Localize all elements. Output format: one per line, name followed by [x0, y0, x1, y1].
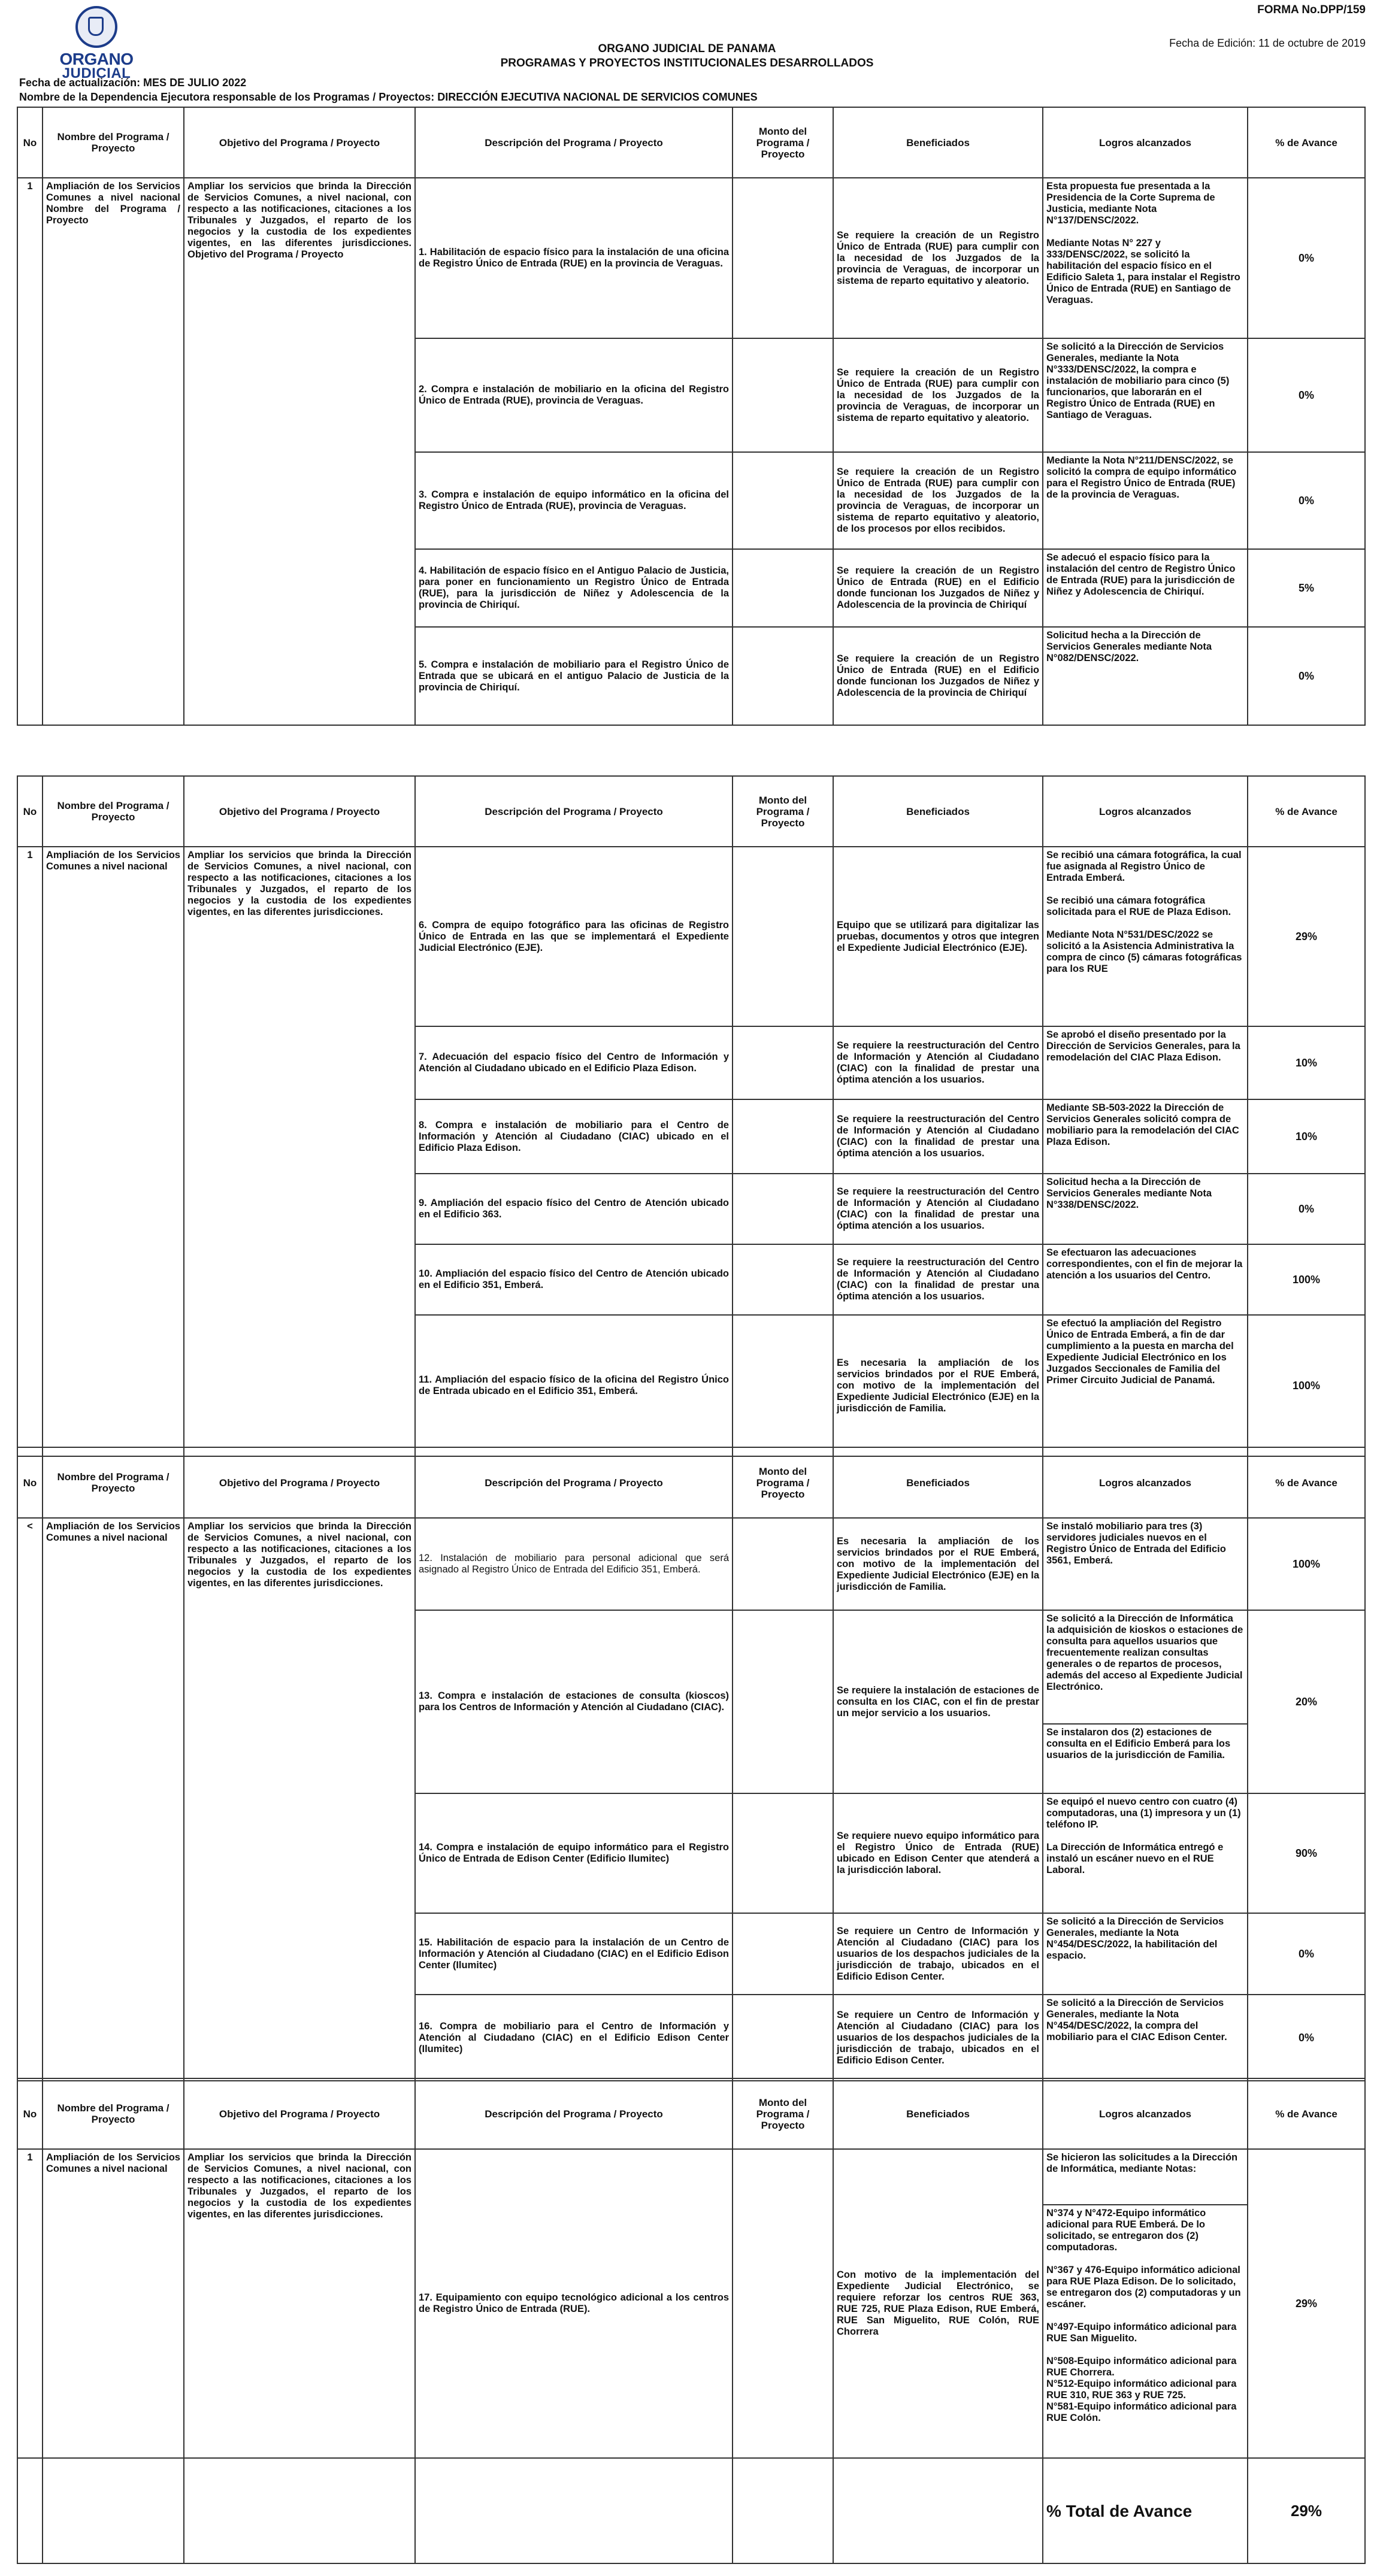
- row-progress: 20%: [1248, 1610, 1365, 1793]
- form-number: FORMA No.DPP/159: [1257, 4, 1366, 16]
- project-objective: Ampliar los servicios que brinda la Dirección de Servicios Comunes, a nivel nacional, con respecto a las notificaciones, citaciones a los Tribunales y Juzgados, el reparto de los negocios y la custodia de los expedientes vigentes, en las diferentes jurisdicciones.: [184, 1518, 415, 2081]
- column-header-monto: Monto del Programa / Proyecto: [733, 2078, 833, 2149]
- total-empty-cell: [43, 2458, 184, 2563]
- row-achievements: Se equipó el nuevo centro con cuatro (4) computadoras, una (1) impresora y un (1) teléfono IP. La Dirección de Informática entregó e instaló un escáner nuevo en el RUE Laboral.: [1043, 1793, 1248, 1913]
- row-beneficiaries: Se requiere la reestructuración del Centro de Información y Atención al Ciudadano (CIAC) con la finalidad de prestar una óptima atención a los usuarios.: [833, 1099, 1043, 1174]
- project-name: Ampliación de los Servicios Comunes a nivel nacional Nombre del Programa / Proyecto: [43, 178, 184, 725]
- column-header-objetivo: Objetivo del Programa / Proyecto: [184, 107, 415, 178]
- column-header-logros: Logros alcanzados: [1043, 2078, 1248, 2149]
- row-amount: [733, 1995, 833, 2081]
- row-achievements: Esta propuesta fue presentada a la Presidencia de la Corte Suprema de Justicia, mediante Nota N°137/DENSC/2022. Mediante Notas N° 227 y 333/DENSC/2022, se solicitó la habilitación del espacio físico en el Edificio Saleta 1, para instalar el Registro Único de Entrada (RUE) en Santiago de Veraguas.: [1043, 178, 1248, 338]
- row-achievements: Se adecuó el espacio físico para la instalación del centro de Registro Único de Entrada (RUE) para la jurisdicción de Niñez y Adolescencia de Chiriquí.: [1043, 549, 1248, 627]
- row-description: 16. Compra de mobiliario para el Centro de Información y Atención al Ciudadano (CIAC) en el Edificio Edison Center (Ilumitec): [415, 1995, 733, 2081]
- row-beneficiaries: Se requiere la instalación de estaciones de consulta en los CIAC, con el fin de prestar un mejor servicio a los usuarios.: [833, 1610, 1043, 1793]
- row-progress: 100%: [1248, 1244, 1365, 1315]
- row-beneficiaries: Se requiere la reestructuración del Centro de Información y Atención al Ciudadano (CIAC) con la finalidad de prestar una óptima atención a los usuarios.: [833, 1026, 1043, 1099]
- column-header-objetivo: Objetivo del Programa / Proyecto: [184, 2078, 415, 2149]
- row-achievements: Solicitud hecha a la Dirección de Servicios Generales mediante Nota N°082/DENSC/2022.: [1043, 627, 1248, 725]
- column-header-no: No: [17, 776, 43, 847]
- column-header-no: No: [17, 1447, 43, 1518]
- row-description: 8. Compra e instalación de mobiliario para el Centro de Información y Atención al Ciudadano (CIAC) ubicado en el Edificio Plaza Edison.: [415, 1099, 733, 1174]
- column-header-logros: Logros alcanzados: [1043, 107, 1248, 178]
- table-row: [17, 2149, 1365, 2205]
- row-amount: [733, 1174, 833, 1244]
- edition-date: Fecha de Edición: 11 de octubre de 2019: [1169, 37, 1366, 49]
- row-description: 6. Compra de equipo fotográfico para las oficinas de Registro Único de Entrada en las que se implementará el Expediente Judicial Electrónico (EJE).: [415, 847, 733, 1026]
- row-beneficiaries: Se requiere la creación de un Registro Único de Entrada (RUE) para cumplir con la necesidad de los Juzgados de la provincia de Veraguas, de incorporar un sistema de reparto equitativo y aleatorio.: [833, 178, 1043, 338]
- row-amount: [733, 627, 833, 725]
- column-header-objetivo: Objetivo del Programa / Proyecto: [184, 1447, 415, 1518]
- column-header-beneficiados: Beneficiados: [833, 107, 1043, 178]
- total-empty-cell: [17, 2458, 43, 2563]
- header-row: [17, 1447, 1365, 1518]
- row-amount: [733, 178, 833, 338]
- row-achievements: Se efectuaron las adecuaciones correspondientes, con el fin de mejorar la atención a los usuarios del Centro.: [1043, 1244, 1248, 1315]
- row-description: 15. Habilitación de espacio para la instalación de un Centro de Información y Atención al Ciudadano (CIAC) en el Edificio Edison Center (Ilumitec): [415, 1913, 733, 1995]
- column-header-descripcion: Descripción del Programa / Proyecto: [415, 1447, 733, 1518]
- project-number: 1: [17, 178, 43, 725]
- row-beneficiaries: Se requiere la creación de un Registro Único de Entrada (RUE) en el Edificio donde funcionan los Juzgados de Niñez y Adolescencia de la provincia de Chiriquí: [833, 549, 1043, 627]
- row-beneficiaries: Se requiere un Centro de Información y Atención al Ciudadano (CIAC) para los usuarios de los despachos judiciales de la jurisdicción de trabajo, ubicados en el Edificio Edison Center.: [833, 1913, 1043, 1995]
- column-header-descripcion: Descripción del Programa / Proyecto: [415, 776, 733, 847]
- row-achievements: Se recibió una cámara fotográfica, la cual fue asignada al Registro Único de Entrada Emberá. Se recibió una cámara fotográfica solicitada para el RUE de Plaza Edison. Mediante Nota N°531/DESC/2022 se solicitó a la Asistencia Administrativa la compra de cinco (5) cámaras fotográficas para los RUE: [1043, 847, 1248, 1026]
- column-header-logros: Logros alcanzados: [1043, 1447, 1248, 1518]
- row-amount: [733, 1913, 833, 1995]
- update-date: Fecha de actualización: MES DE JULIO 2022: [19, 77, 247, 89]
- row-progress: 0%: [1248, 452, 1365, 549]
- row-progress: 10%: [1248, 1026, 1365, 1099]
- total-empty-cell: [833, 2458, 1043, 2563]
- table-row: [17, 1518, 1365, 1610]
- projects-table-4: [17, 2078, 1366, 2564]
- row-description: 13. Compra e instalación de estaciones de consulta (kioscos) para los Centros de Información y Atención al Ciudadano (CIAC).: [415, 1610, 733, 1793]
- row-achievements: Se solicitó a la Dirección de Informática la adquisición de kioskos o estaciones de consulta para aquellos usuarios que frecuentemente realizan consultas generales o de repartos de procesos, además del acceso al Expediente Judicial Electrónico.: [1043, 1610, 1248, 1724]
- row-description: 10. Ampliación del espacio físico del Centro de Atención ubicado en el Edificio 351, Emberá.: [415, 1244, 733, 1315]
- row-beneficiaries: Con motivo de la implementación del Expediente Judicial Electrónico, se requiere reforzar los centros RUE 363, RUE 725, RUE Plaza Edison, RUE Emberá, RUE San Miguelito, RUE Colón, RUE Chorrera: [833, 2149, 1043, 2458]
- column-header-beneficiados: Beneficiados: [833, 776, 1043, 847]
- row-progress: 5%: [1248, 549, 1365, 627]
- row-amount: [733, 338, 833, 452]
- project-name: Ampliación de los Servicios Comunes a nivel nacional: [43, 1518, 184, 2081]
- title-line2: PROGRAMAS Y PROYECTOS INSTITUCIONALES DESARROLLADOS: [500, 57, 874, 69]
- column-header-logros: Logros alcanzados: [1043, 776, 1248, 847]
- row-beneficiaries: Se requiere la creación de un Registro Único de Entrada (RUE) en el Edificio donde funcionan los Juzgados de Niñez y Adolescencia de la provincia de Chiriquí: [833, 627, 1043, 725]
- project-name: Ampliación de los Servicios Comunes a nivel nacional: [43, 847, 184, 1456]
- row-beneficiaries: Se requiere nuevo equipo informático para el Registro Único de Entrada (RUE) ubicado en Edison Center que atenderá a la jurisdicción laboral.: [833, 1793, 1043, 1913]
- row-description: 7. Adecuación del espacio físico del Centro de Información y Atención al Ciudadano ubicado en el Edificio Plaza Edison.: [415, 1026, 733, 1099]
- total-empty-cell: [184, 2458, 415, 2563]
- document-title: [0, 42, 1374, 71]
- projects-table-2: [17, 775, 1366, 1457]
- column-header-nombre: Nombre del Programa / Proyecto: [43, 1447, 184, 1518]
- row-amount: [733, 1315, 833, 1456]
- row-achievements: Se aprobó el diseño presentado por la Dirección de Servicios Generales, para la remodelación del CIAC Plaza Edison.: [1043, 1026, 1248, 1099]
- row-description: 5. Compra e instalación de mobiliario para el Registro Único de Entrada que se ubicará en el antiguo Palacio de Justicia de la provincia de Chiriquí.: [415, 627, 733, 725]
- row-achievements-more: N°374 y N°472-Equipo informático adicional para RUE Emberá. De lo solicitado, se entregaron dos (2) computadoras. N°367 y 476-Equipo informático adicional para RUE Plaza Edison. De lo solicitado, se entregaron dos (2) computadoras y un escáner. N°497-Equipo informático adicional para RUE San Miguelito. N°508-Equipo informático adicional para RUE Chorrera. N°512-Equipo informático adicional para RUE 310, RUE 363 y RUE 725. N°581-Equipo informático adicional para RUE Colón.: [1043, 2205, 1248, 2458]
- row-description: 17. Equipamiento con equipo tecnológico adicional a los centros de Registro Único de Entrada (RUE).: [415, 2149, 733, 2458]
- column-header-avance: % de Avance: [1248, 2078, 1365, 2149]
- logo-line1: ORGANO: [59, 50, 134, 68]
- project-objective: Ampliar los servicios que brinda la Dirección de Servicios Comunes, a nivel nacional, con respecto a las notificaciones, citaciones a los Tribunales y Juzgados, el reparto de los negocios y la custodia de los expedientes vigentes, en las diferentes jurisdicciones.: [184, 2149, 415, 2458]
- row-achievements-more: Se instalaron dos (2) estaciones de consulta en el Edificio Emberá para los usuarios de la jurisdicción de Familia.: [1043, 1724, 1248, 1793]
- row-progress: 0%: [1248, 1913, 1365, 1995]
- table-row: [17, 178, 1365, 338]
- row-achievements: Se instaló mobiliario para tres (3) servidores judiciales nuevos en el Registro Único de Entrada del Edificio 3561, Emberá.: [1043, 1518, 1248, 1610]
- row-amount: [733, 452, 833, 549]
- row-achievements: Mediante la Nota N°211/DENSC/2022, se solicitó la compra de equipo informático para el Registro Único de Entrada (RUE) de la provincia de Veraguas.: [1043, 452, 1248, 549]
- row-description: 14. Compra e instalación de equipo informático para el Registro Único de Entrada de Edison Center (Edificio Ilumitec): [415, 1793, 733, 1913]
- row-description: 1. Habilitación de espacio físico para la instalación de una oficina de Registro Único de Entrada (RUE) en la provincia de Veraguas.: [415, 178, 733, 338]
- row-amount: [733, 1244, 833, 1315]
- dependency-name: Nombre de la Dependencia Ejecutora responsable de los Programas / Proyectos: DIRECCIÓN EJECUTIVA NACIONAL DE SERVICIOS COMUNES: [19, 91, 758, 103]
- row-progress: 0%: [1248, 1995, 1365, 2081]
- row-amount: [733, 1518, 833, 1610]
- total-row: [17, 2458, 1365, 2563]
- header-row: [17, 776, 1365, 847]
- projects-table-3: [17, 1447, 1366, 2081]
- column-header-monto: Monto del Programa / Proyecto: [733, 1447, 833, 1518]
- row-achievements: Se efectuó la ampliación del Registro Único de Entrada Emberá, a fin de dar cumplimiento a la puesta en marcha del Expediente Judicial Electrónico en los Juzgados Seccionales de Familia del Primer Circuito Judicial de Panamá.: [1043, 1315, 1248, 1456]
- project-objective: Ampliar los servicios que brinda la Dirección de Servicios Comunes, a nivel nacional, con respecto a las notificaciones, citaciones a los Tribunales y Juzgados, el reparto de los negocios y la custodia de los expedientes vigentes, en las diferentes jurisdicciones. Objetivo del Programa / Proyecto: [184, 178, 415, 725]
- row-amount: [733, 1793, 833, 1913]
- row-description: 4. Habilitación de espacio físico en el Antiguo Palacio de Justicia, para poner en funcionamiento un Registro Único de Entrada (RUE), para la jurisdicción de Niñez y Adolescencia de la provincia de Chiriquí.: [415, 549, 733, 627]
- row-achievements: Solicitud hecha a la Dirección de Servicios Generales mediante Nota N°338/DENSC/2022.: [1043, 1174, 1248, 1244]
- row-beneficiaries: Es necesaria la ampliación de los servicios brindados por el RUE Emberá, con motivo de la implementación del Expediente Judicial Electrónico (EJE) en la jurisdicción de Familia.: [833, 1518, 1043, 1610]
- total-value: 29%: [1248, 2458, 1365, 2563]
- row-progress: 29%: [1248, 847, 1365, 1026]
- row-amount: [733, 1610, 833, 1793]
- row-achievements: Se solicitó a la Dirección de Servicios Generales, mediante la Nota N°454/DESC/2022, la compra del mobiliario para el CIAC Edison Center.: [1043, 1995, 1248, 2081]
- row-progress: 29%: [1248, 2149, 1365, 2458]
- row-progress: 0%: [1248, 627, 1365, 725]
- row-achievements: Se solicitó a la Dirección de Servicios Generales, mediante la Nota N°454/DESC/2022, la habilitación del espacio.: [1043, 1913, 1248, 1995]
- table-row: [17, 847, 1365, 1026]
- row-progress: 0%: [1248, 178, 1365, 338]
- column-header-descripcion: Descripción del Programa / Proyecto: [415, 107, 733, 178]
- row-progress: 100%: [1248, 1518, 1365, 1610]
- total-label: % Total de Avance: [1043, 2458, 1248, 2563]
- row-beneficiaries: Se requiere un Centro de Información y Atención al Ciudadano (CIAC) para los usuarios de los despachos judiciales de la jurisdicción de trabajo, ubicados en el Edificio Edison Center.: [833, 1995, 1043, 2081]
- column-header-objetivo: Objetivo del Programa / Proyecto: [184, 776, 415, 847]
- column-header-nombre: Nombre del Programa / Proyecto: [43, 776, 184, 847]
- project-objective: Ampliar los servicios que brinda la Dirección de Servicios Comunes, a nivel nacional, con respecto a las notificaciones, citaciones a los Tribunales y Juzgados, el reparto de los negocios y la custodia de los expedientes vigentes, en las diferentes jurisdicciones.: [184, 847, 415, 1456]
- row-beneficiaries: Se requiere la reestructuración del Centro de Información y Atención al Ciudadano (CIAC) con la finalidad de prestar una óptima atención a los usuarios.: [833, 1174, 1043, 1244]
- row-beneficiaries: Equipo que se utilizará para digitalizar las pruebas, documentos y otros que integren el Expediente Judicial Electrónico (EJE).: [833, 847, 1043, 1026]
- column-header-avance: % de Avance: [1248, 776, 1365, 847]
- row-achievements: Mediante SB-503-2022 la Dirección de Servicios Generales solicitó compra de mobiliario para la remodelación del CIAC Plaza Edison.: [1043, 1099, 1248, 1174]
- column-header-beneficiados: Beneficiados: [833, 2078, 1043, 2149]
- column-header-monto: Monto del Programa / Proyecto: [733, 107, 833, 178]
- column-header-beneficiados: Beneficiados: [833, 1447, 1043, 1518]
- row-amount: [733, 1026, 833, 1099]
- projects-table-1: [17, 107, 1366, 726]
- column-header-no: No: [17, 2078, 43, 2149]
- project-number: 1: [17, 847, 43, 1456]
- row-amount: [733, 2149, 833, 2458]
- row-amount: [733, 549, 833, 627]
- row-beneficiaries: Se requiere la creación de un Registro Único de Entrada (RUE) para cumplir con la necesidad de los Juzgados de la provincia de Veraguas, de incorporar un sistema de reparto equitativo y aleatorio, de los procesos por ellos recibidos.: [833, 452, 1043, 549]
- column-header-avance: % de Avance: [1248, 1447, 1365, 1518]
- row-beneficiaries: Se requiere la reestructuración del Centro de Información y Atención al Ciudadano (CIAC) con la finalidad de prestar una óptima atención a los usuarios.: [833, 1244, 1043, 1315]
- total-empty-cell: [415, 2458, 733, 2563]
- row-amount: [733, 1099, 833, 1174]
- row-progress: 10%: [1248, 1099, 1365, 1174]
- row-beneficiaries: Se requiere la creación de un Registro Único de Entrada (RUE) para cumplir con la necesidad de los Juzgados de la provincia de Veraguas, de incorporar un sistema de reparto equitativo y aleatorio.: [833, 338, 1043, 452]
- row-progress: 100%: [1248, 1315, 1365, 1456]
- column-header-nombre: Nombre del Programa / Proyecto: [43, 107, 184, 178]
- project-number: 1: [17, 2149, 43, 2458]
- title-line1: ORGANO JUDICIAL DE PANAMA: [598, 43, 776, 55]
- column-header-descripcion: Descripción del Programa / Proyecto: [415, 2078, 733, 2149]
- row-beneficiaries: Es necesaria la ampliación de los servicios brindados por el RUE Emberá, con motivo de la implementación del Expediente Judicial Electrónico (EJE) en la jurisdicción de Familia.: [833, 1315, 1043, 1456]
- row-progress: 90%: [1248, 1793, 1365, 1913]
- row-achievements: Se solicitó a la Dirección de Servicios Generales, mediante la Nota N°333/DENSC/2022, la compra e instalación de mobiliario para cinco (5) funcionarios, que laborarán en el Registro Único de Entrada (RUE) en Santiago de Veraguas.: [1043, 338, 1248, 452]
- row-description: 11. Ampliación del espacio físico de la oficina del Registro Único de Entrada ubicado en el Edificio 351, Emberá.: [415, 1315, 733, 1456]
- total-empty-cell: [733, 2458, 833, 2563]
- row-progress: 0%: [1248, 338, 1365, 452]
- row-amount: [733, 847, 833, 1026]
- project-name: Ampliación de los Servicios Comunes a nivel nacional: [43, 2149, 184, 2458]
- column-header-no: No: [17, 107, 43, 178]
- row-description: 12. Instalación de mobiliario para personal adicional que será asignado al Registro Único de Entrada del Edificio 351, Emberá.: [415, 1518, 733, 1610]
- row-progress: 0%: [1248, 1174, 1365, 1244]
- row-description: 9. Ampliación del espacio físico del Centro de Atención ubicado en el Edificio 363.: [415, 1174, 733, 1244]
- column-header-avance: % de Avance: [1248, 107, 1365, 178]
- row-description: 2. Compra e instalación de mobiliario en la oficina del Registro Único de Entrada (RUE), provincia de Veraguas.: [415, 338, 733, 452]
- row-achievements: Se hicieron las solicitudes a la Dirección de Informática, mediante Notas:: [1043, 2149, 1248, 2205]
- header-row: [17, 2078, 1365, 2149]
- row-description: 3. Compra e instalación de equipo informático en la oficina del Registro Único de Entrada (RUE), provincia de Veraguas.: [415, 452, 733, 549]
- header-row: [17, 107, 1365, 178]
- column-header-nombre: Nombre del Programa / Proyecto: [43, 2078, 184, 2149]
- project-number: <: [17, 1518, 43, 2081]
- column-header-monto: Monto del Programa / Proyecto: [733, 776, 833, 847]
- logo-line2: JUDICIAL: [62, 65, 131, 81]
